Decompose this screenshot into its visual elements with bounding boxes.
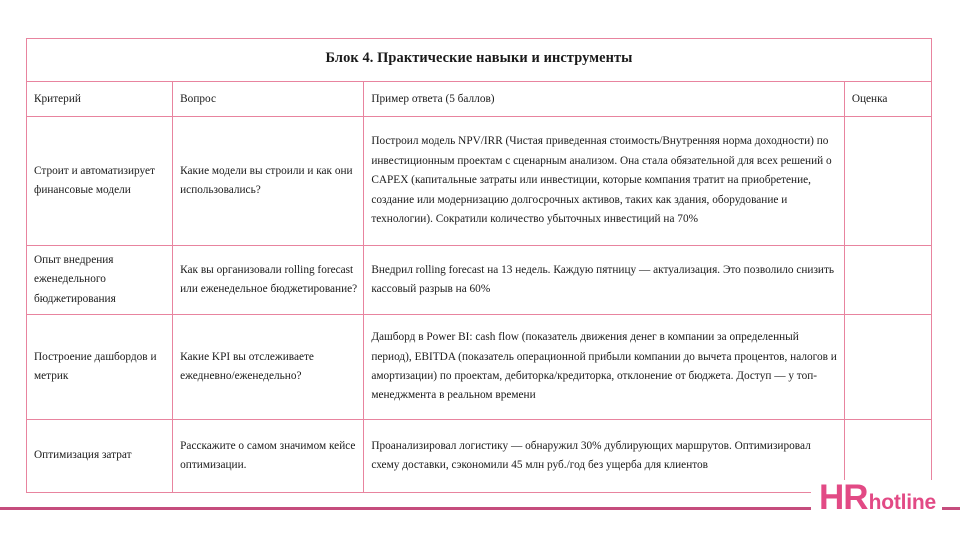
cell-criterion: Строит и автоматизирует финансовые модели <box>27 117 173 246</box>
table-title-row <box>27 39 932 82</box>
table-row <box>27 315 932 420</box>
table-header-row <box>27 82 932 117</box>
table-row <box>27 246 932 315</box>
cell-question: Какие модели вы строили и как они использовались? <box>173 117 364 246</box>
header-question: Вопрос <box>173 82 364 117</box>
cell-score[interactable] <box>844 117 931 246</box>
block-title: Блок 4. Практические навыки и инструменты <box>27 39 932 82</box>
cell-answer: Проанализировал логистику — обнаружил 30% дублирующих маршрутов. Оптимизировал схему доставки, сэкономили 45 млн руб./год без ущерба для клиентов <box>364 420 845 493</box>
cell-answer: Внедрил rolling forecast на 13 недель. Каждую пятницу — актуализация. Это позволило снизить кассовый разрыв на 60% <box>364 246 845 315</box>
cell-question: Расскажите о самом значимом кейсе оптимизации. <box>173 420 364 493</box>
interview-criteria-table <box>26 38 932 493</box>
logo-hr-text: HR <box>819 478 868 517</box>
cell-criterion: Построение дашбордов и метрик <box>27 315 173 420</box>
header-answer: Пример ответа (5 баллов) <box>364 82 845 117</box>
cell-criterion: Опыт внедрения еженедельного бюджетирования <box>27 246 173 315</box>
cell-criterion: Оптимизация затрат <box>27 420 173 493</box>
hrhotline-logo <box>811 480 942 520</box>
header-criterion: Критерий <box>27 82 173 117</box>
cell-score[interactable] <box>844 315 931 420</box>
interview-criteria-table-wrapper <box>26 38 932 493</box>
cell-question: Как вы организовали rolling forecast или еженедельное бюджетирование? <box>173 246 364 315</box>
cell-answer: Дашборд в Power BI: cash flow (показатель движения денег в компании за определенный период), EBITDA (показатель операционной прибыли компании до вычета процентов, налогов и амортизации) по проектам, дебиторка/кредиторка, отклонение от бюджета. Доступ — у топ-менеджмента в реальном времени <box>364 315 845 420</box>
logo-hotline-text: hotline <box>868 491 936 514</box>
cell-answer: Построил модель NPV/IRR (Чистая приведенная стоимость/Внутренняя норма доходности) по инвестиционным проектам с сценарным анализом. Она стала обязательной для всех решений о CAPEX (капитальные затраты или инвестиции, которые компания тратит на приобретение, создание или модернизацию долгосрочных активов, таких как здания, оборудование и технологии). Сократили количество убыточных инвестиций на 70% <box>364 117 845 246</box>
table-row <box>27 420 932 493</box>
cell-question: Какие KPI вы отслеживаете ежедневно/еженедельно? <box>173 315 364 420</box>
table-row <box>27 117 932 246</box>
cell-score[interactable] <box>844 246 931 315</box>
header-score: Оценка <box>844 82 931 117</box>
